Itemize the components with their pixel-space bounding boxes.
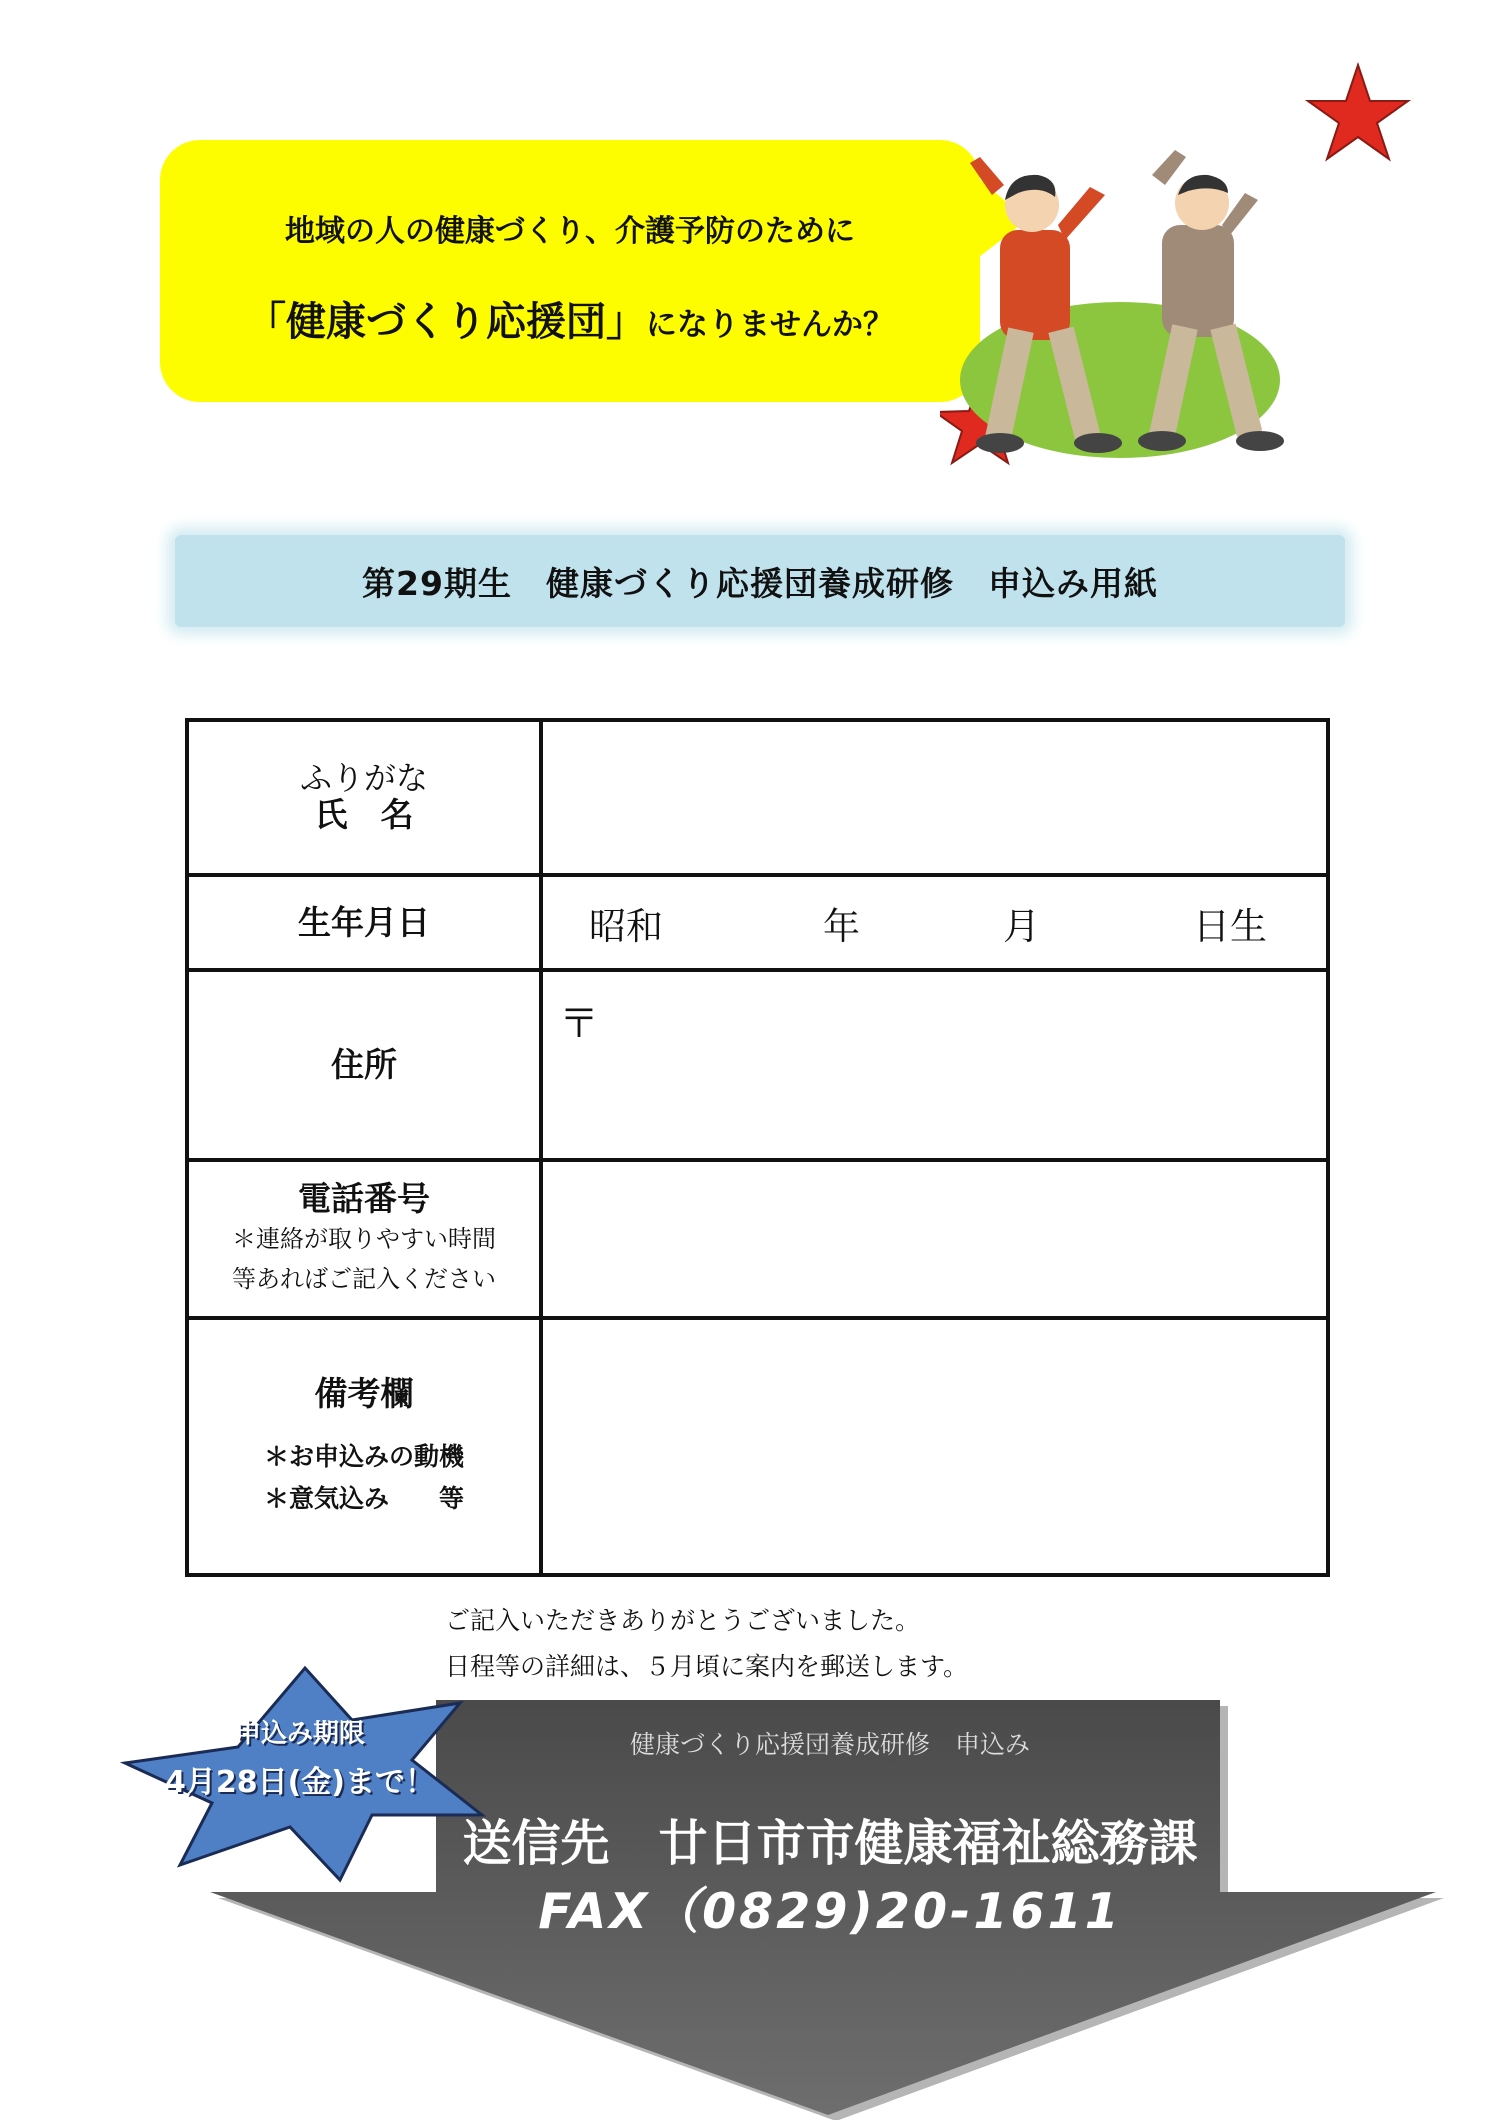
form-row-phone: [187, 1160, 1328, 1318]
birth-day-unit: 日生: [1193, 904, 1267, 948]
remarks-note-1: ＊お申込みの動機: [263, 1441, 464, 1471]
fax-number: FAX（0829)20-1611: [538, 1883, 1122, 1940]
exercise-illustration: [940, 55, 1440, 495]
remarks-input-cell[interactable]: [541, 1318, 1328, 1575]
birth-month-unit: 月: [1003, 904, 1040, 948]
thanks-line-1: ご記入いただきありがとうございました。: [445, 1606, 921, 1635]
speech-bubble: [160, 140, 980, 402]
name-input-cell[interactable]: [541, 720, 1328, 875]
address-label: 住所: [331, 1045, 397, 1084]
birth-year-unit: 年: [823, 904, 860, 948]
phone-input-cell[interactable]: [541, 1160, 1328, 1318]
remarks-label-cell: [187, 1318, 541, 1575]
intro-line-1: 地域の人の健康づくり、介護予防のために: [285, 214, 855, 249]
intro-rest: になりませんか？: [646, 307, 894, 343]
birth-input-cell[interactable]: [541, 875, 1328, 970]
phone-label: 電話番号: [298, 1179, 430, 1218]
intro-line-2: [160, 290, 980, 347]
birth-label-cell: [187, 875, 541, 970]
address-input-cell[interactable]: [541, 970, 1328, 1160]
phone-note-1: ＊連絡が取りやすい時間: [232, 1225, 496, 1253]
remarks-note-2: ＊意気込み 等: [263, 1483, 464, 1513]
form-row-name: [187, 720, 1328, 875]
thanks-line-2: 日程等の詳細は、５月頃に案内を郵送します。: [445, 1652, 969, 1681]
intro-highlight: 「健康づくり応援団」: [246, 299, 646, 345]
star-icon: [1308, 65, 1408, 159]
send-subtitle: 健康づくり応援団養成研修 申込み: [629, 1730, 1030, 1759]
form-row-remarks: [187, 1318, 1328, 1575]
birth-era: 昭和: [589, 904, 663, 948]
phone-note-2: 等あればご記入ください: [232, 1265, 496, 1293]
application-form: [185, 718, 1330, 1577]
postal-mark-icon: 〒: [559, 1001, 599, 1047]
deadline-date: 4月28日(金)まで！: [164, 1765, 436, 1800]
form-row-birth: [187, 875, 1328, 970]
furigana-label: ふりがな: [299, 758, 428, 797]
form-row-address: [187, 970, 1328, 1160]
thanks-message: [445, 1598, 968, 1690]
form-title-banner: 第29期生 健康づくり応援団養成研修 申込み用紙: [175, 535, 1345, 627]
deadline-label: 申込み期限: [234, 1719, 365, 1749]
remarks-label: 備考欄: [314, 1373, 414, 1413]
name-label: 氏 名: [314, 794, 414, 834]
name-label-cell: [187, 720, 541, 875]
address-label-cell: [187, 970, 541, 1160]
birth-label: 生年月日: [298, 902, 430, 942]
send-destination: 送信先 廿日市市健康福祉総務課: [462, 1815, 1198, 1872]
phone-label-cell: [187, 1160, 541, 1318]
